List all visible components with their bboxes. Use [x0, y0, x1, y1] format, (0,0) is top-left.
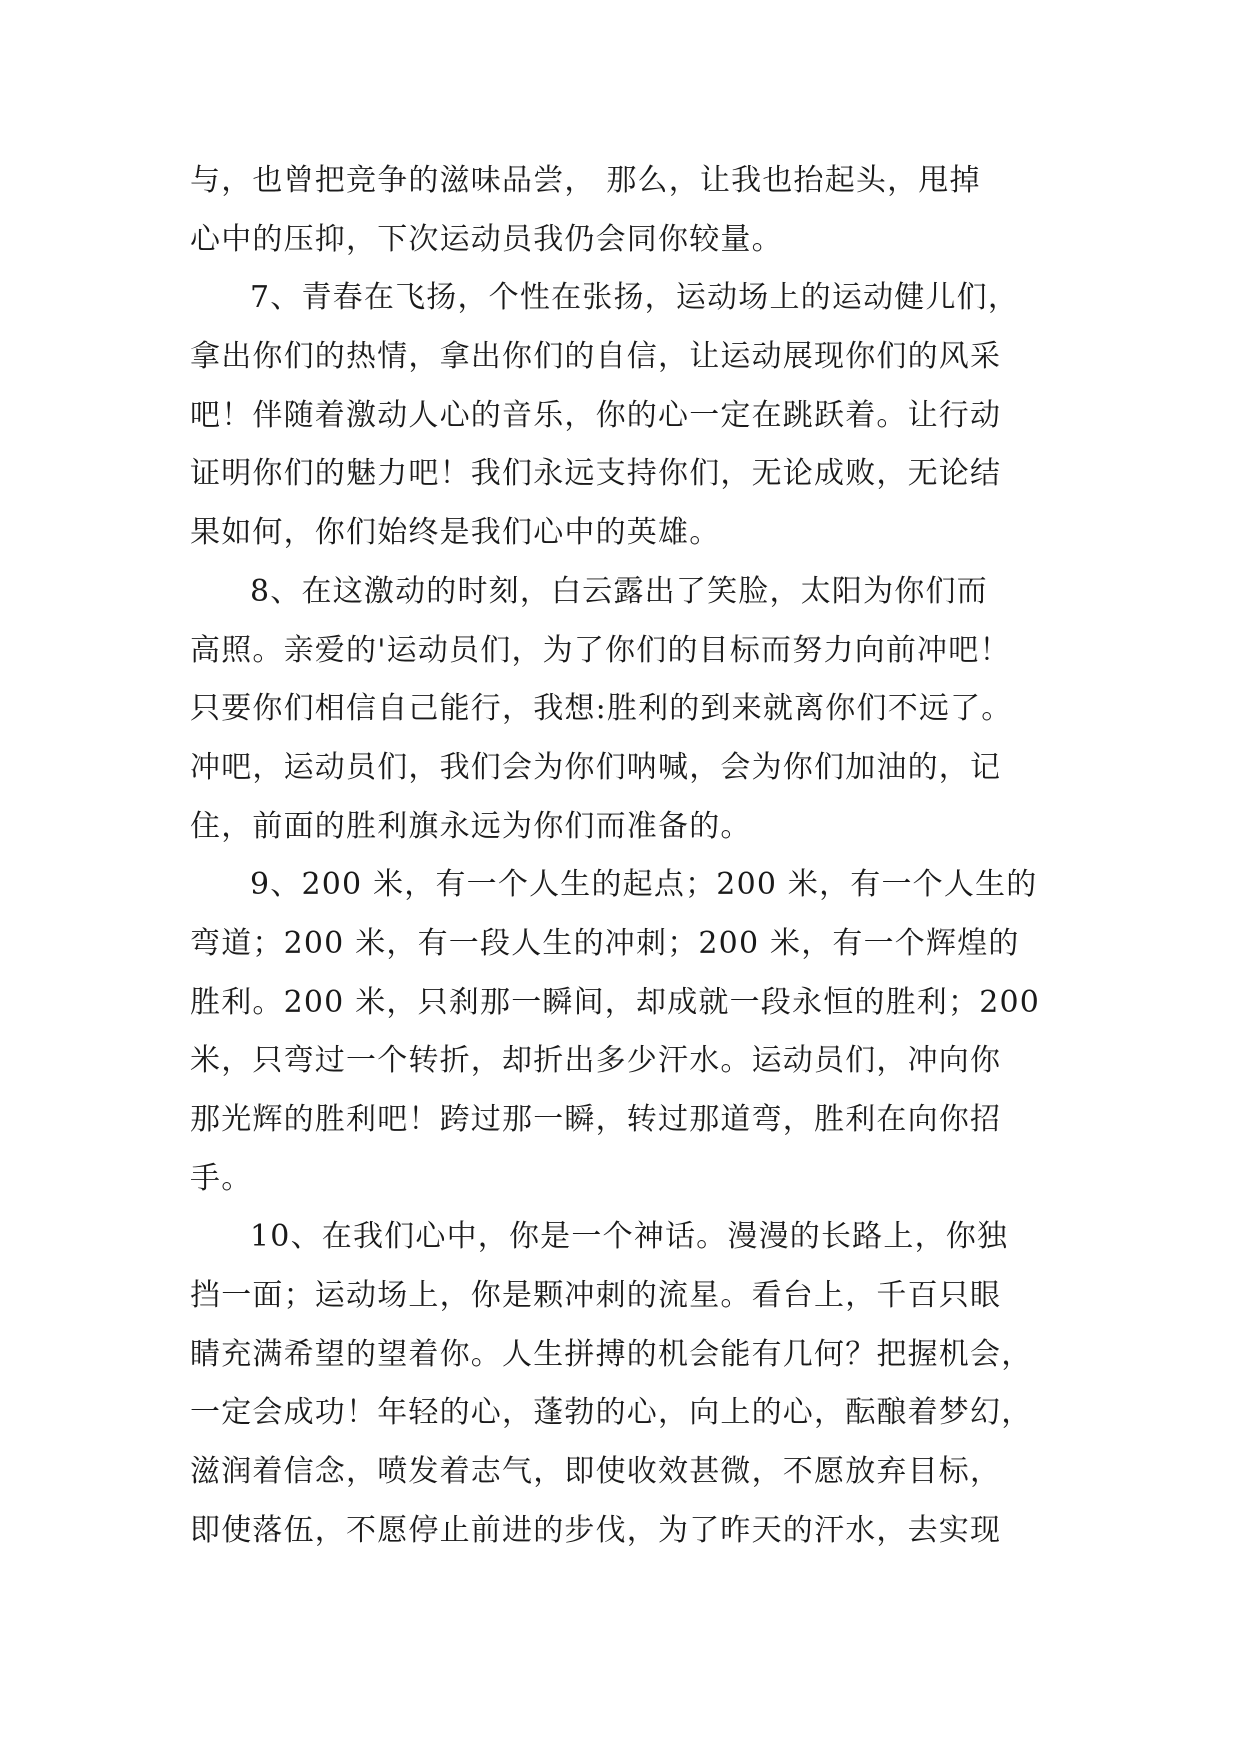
text-line: 冲吧，运动员们，我们会为你们呐喊，会为你们加油的，记: [190, 749, 1002, 785]
text-line: 即使落伍，不愿停止前进的步伐，为了昨天的汗水，去实现: [190, 1512, 1002, 1548]
paragraph-start-line: 9、200 米，有一个人生的起点；200 米，有一个人生的: [250, 867, 1038, 903]
document-body: [190, 152, 1060, 1561]
text-line: 吧！伴随着激动人心的音乐，你的心一定在跳跃着。让行动: [190, 397, 1002, 433]
text-line: 胜利。200 米，只刹那一瞬间，却成就一段永恒的胜利；200: [190, 984, 1041, 1020]
text-line: 挡一面；运动场上，你是颗冲刺的流星。看台上，千百只眼: [190, 1278, 1002, 1314]
text-line: 只要你们相信自己能行，我想:胜利的到来就离你们不远了。: [190, 691, 1013, 727]
text-line: 滋润着信念，喷发着志气，即使收效甚微，不愿放弃目标，: [190, 1454, 1002, 1490]
paragraph-start-line: 7、青春在飞扬，个性在张扬，运动场上的运动健儿们，: [250, 280, 1020, 316]
text-line: 那光辉的胜利吧！跨过那一瞬，转过那道弯，胜利在向你招: [190, 1102, 1002, 1137]
text-line: 手。: [190, 1160, 253, 1196]
text-line: 证明你们的魅力吧！我们永远支持你们，无论成败，无论结: [190, 456, 1002, 492]
text-line: 心中的压抑，下次运动员我仍会同你较量。: [190, 221, 783, 257]
text-line: 一定会成功！年轻的心，蓬勃的心，向上的心，酝酿着梦幻，: [190, 1395, 1033, 1431]
text-line: 住，前面的胜利旗永远为你们而准备的。: [190, 808, 752, 844]
text-line: 与，也曾把竞争的滋味品尝， 那么，让我也抬起头，甩掉: [190, 163, 981, 198]
text-line: 弯道；200 米，有一段人生的冲刺；200 米，有一个辉煌的: [190, 925, 1020, 961]
text-line: 果如何，你们始终是我们心中的英雄。: [190, 515, 721, 551]
text-line: 高照。亲爱的'运动员们，为了你们的目标而努力向前冲吧！: [190, 632, 1011, 668]
text-line: 拿出你们的热情，拿出你们的自信，让运动展现你们的风采: [190, 339, 1002, 375]
paragraph-start-line: 8、在这激动的时刻，白云露出了笑脸，太阳为你们而: [250, 573, 988, 609]
text-line: 米，只弯过一个转折，却折出多少汗水。运动员们，冲向你: [190, 1043, 1002, 1079]
text-line: 睛充满希望的望着你。人生拼搏的机会能有几何？把握机会，: [190, 1336, 1033, 1372]
paragraph-start-line: 10、在我们心中，你是一个神话。漫漫的长路上，你独: [250, 1219, 1009, 1255]
